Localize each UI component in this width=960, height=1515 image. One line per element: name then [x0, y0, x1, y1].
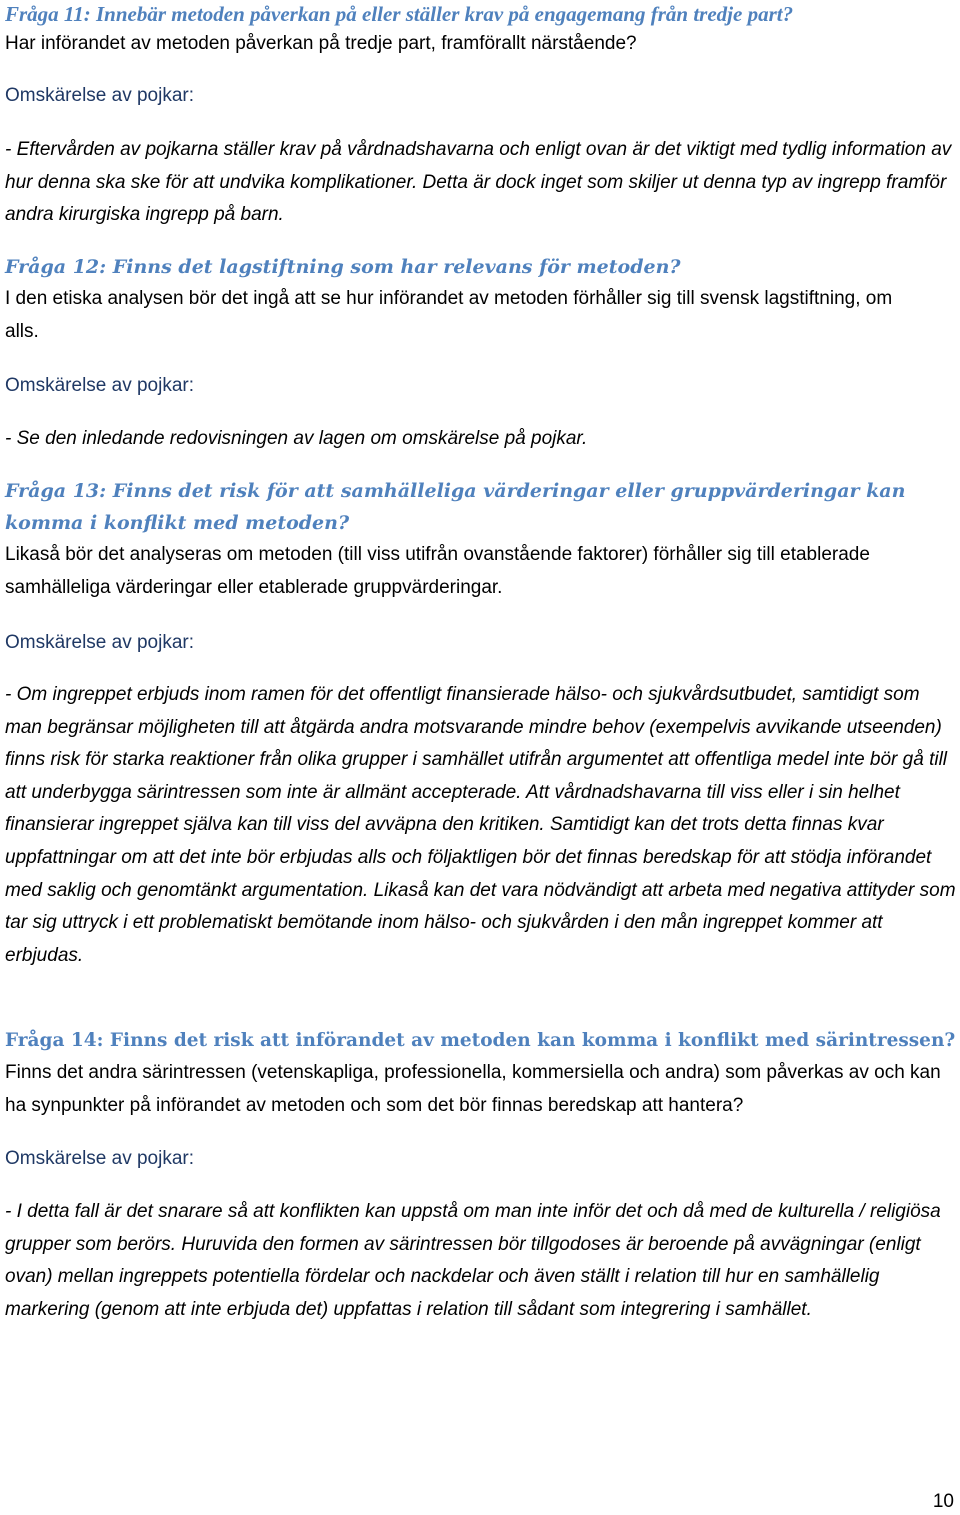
question-14-body: - I detta fall är det snarare så att konflikten kan uppstå om man inte inför det och då med de kulturella / religiösa grupper som berörs. Huruvida den formen av särintressen bör tillgodoses är beroende på avvägningar (enligt ovan) mellan ingreppets potentiella fördelar och nackdelar och även ställt i relation till hur en samhällelig markering (genom att inte erbjuda det) uppfattas i relation till sådant som integrering i samhället.: [5, 1201, 941, 1320]
question-11-subheading: Omskärelse av pojkar:: [5, 85, 195, 106]
question-13-body: - Om ingreppet erbjuds inom ramen för det offentligt finansierade hälso- och sjukvårdsutbudet, samtidigt som man begränsar möjligheten till att åtgärda andra motsvarande mindre behov (exempelvis avvikande utseenden) finns risk för starka reaktioner från olika grupper i samhället utifrån argumentet att offentliga medel inte bör gå till att underbygga särintressen som inte är allmänt accepterade. Att vårdnadshavarna till viss eller i sin helhet finansierar ingreppet själva kan till viss del avväpna den kritiken. Samtidigt kan det trots detta finnas kvar uppfattningar om att det inte bör erbjudas alls och följaktligen bör det finnas beredskap för att stödja införandet med saklig och genomtänkt argumentation. Likaså kan det vara nödvändigt att arbeta med negativa attityder som tar sig uttryck i ett problematiskt bemötande inom hälso- och sjukvården i den mån ingreppet kommer att erbjudas.: [5, 684, 956, 966]
question-11-body: - Eftervården av pojkarna ställer krav på vårdnadshavarna och enligt ovan är det viktigt med tydlig information av hur denna ska ske för att undvika komplikationer. Detta är dock inget som skiljer ut denna typ av ingrepp framför andra kirurgiska ingrepp på barn.: [5, 139, 952, 226]
question-13-subheading: Omskärelse av pojkar:: [5, 632, 195, 653]
question-13-text: Likaså bör det analyseras om metoden (till viss utifrån ovanstående faktorer) förhåller sig till etablerade samhälleliga värderingar eller etablerade gruppvärderingar.: [5, 544, 870, 598]
question-11-text: Har införandet av metoden påverkan på tredje part, framförallt närstående?: [5, 33, 637, 54]
question-12-text: I den etiska analysen bör det ingå att se hur införandet av metoden förhåller sig till svensk lagstiftning, om alls.: [5, 288, 893, 342]
question-13-heading: Fråga 13: Finns det risk för att samhälleliga värderingar eller gruppvärderingar kan komma i konflikt med metoden?: [5, 480, 906, 534]
question-12-heading: Fråga 12: Finns det lagstiftning som har relevans för metoden?: [5, 256, 681, 278]
question-11-heading: Fråga 11: Innebär metoden påverkan på eller ställer krav på engagemang från tredje part?: [5, 2, 794, 26]
question-14-subheading: Omskärelse av pojkar:: [5, 1148, 195, 1169]
page-number: 10: [932, 1491, 954, 1512]
question-14-text: Finns det andra särintressen (vetenskapliga, professionella, kommersiella och andra) som påverkas av och kan ha synpunkter på införandet av metoden och som det bör finnas beredskap att hantera?: [5, 1062, 941, 1116]
question-14-heading: Fråga 14: Finns det risk att införandet av metoden kan komma i konflikt med särintressen?: [5, 1030, 956, 1051]
question-12-subheading: Omskärelse av pojkar:: [5, 375, 195, 396]
question-12-body: - Se den inledande redovisningen av lagen om omskärelse på pojkar.: [5, 428, 588, 449]
